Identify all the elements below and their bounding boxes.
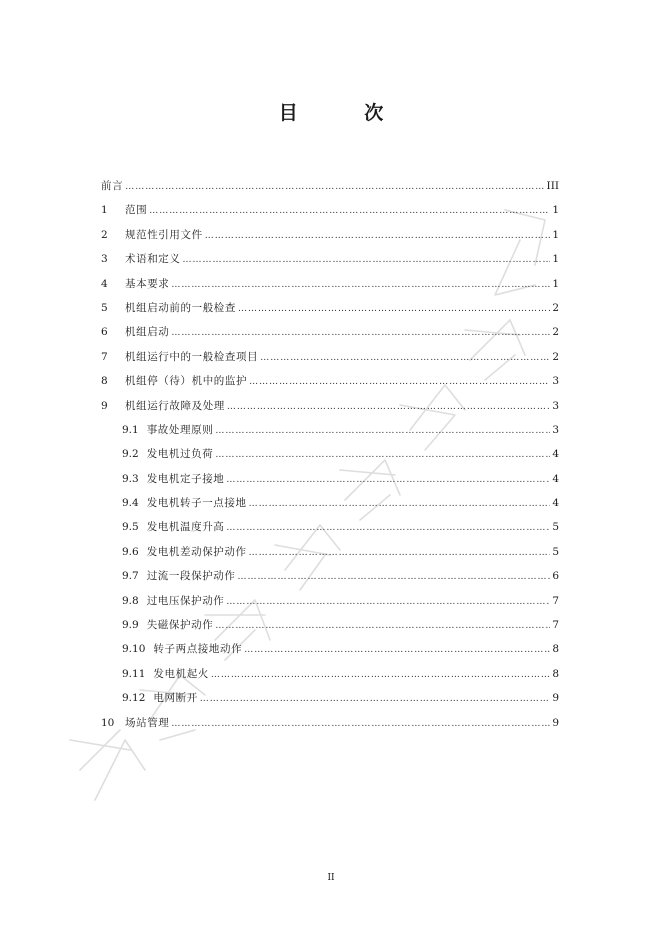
toc-entry[interactable] [101,613,559,637]
toc-leader-dots [171,321,550,345]
toc-leader-dots [249,541,551,565]
toc-leader-dots [215,419,550,443]
toc-entry[interactable] [101,418,559,442]
toc-entry-number: 9.9 [122,619,139,632]
toc-leader-dots [171,712,550,736]
toc-entry-label: 发电机差动保护动作 [146,545,247,558]
toc-entry-number: 9.3 [122,472,139,485]
toc-entry-page: 1 [552,204,559,217]
toc-entry-label: 转子两点接地动作 [153,643,243,656]
toc-entry-label: 机组运行中的一般检查项目 [125,350,259,363]
toc-entry-page: III [546,180,559,192]
toc-entry-page: 3 [552,399,559,412]
toc-entry-number: 6 [101,326,108,339]
toc-entry-number: 9.4 [122,497,139,510]
toc-leader-dots [183,248,551,272]
toc-entry-page: 9 [552,692,559,705]
toc-leader-dots [244,638,550,662]
toc-entry-page: 5 [552,545,559,558]
toc-entry-label: 规范性引用文件 [125,228,203,241]
page-number: II [327,873,335,883]
toc-entry-page: 3 [552,375,559,388]
toc-leader-dots [260,346,550,370]
toc-entry-page: 2 [552,350,559,363]
toc-entry-number: 9.5 [122,521,139,534]
toc-entry-number: 7 [101,350,108,363]
toc-leader-dots [211,663,550,687]
toc-entry-number: 9 [101,399,108,412]
toc-entry-label: 发电机温度升高 [146,521,225,534]
toc-entry-label: 电网断开 [153,692,198,705]
toc-entry-label: 基本要求 [125,277,170,290]
toc-entry-page: 3 [552,423,559,436]
toc-leader-dots [238,297,550,321]
toc-entry-page: 2 [552,301,559,314]
page-title: 目 次 [278,102,414,124]
toc-entry-page: 1 [552,228,559,241]
toc-entry-page: 7 [552,594,559,607]
toc-entry[interactable] [101,272,559,296]
toc-entry-page: 6 [552,570,559,583]
toc-leader-dots [149,199,550,223]
toc-entry[interactable] [101,442,559,466]
toc-entry-page: 1 [552,253,559,266]
toc-entry[interactable] [101,540,559,564]
toc-entry-number: 5 [101,301,108,314]
toc-entry-label: 范围 [125,204,148,217]
toc-entry-number: 9.11 [122,667,146,680]
toc-entry-label: 机组运行故障及处理 [125,399,225,412]
toc-entry-number: 9.7 [122,570,139,583]
toc-entry[interactable] [101,589,559,613]
toc-leader-dots [249,492,551,516]
toc-entry-label: 机组启动 [125,326,170,339]
toc-entry-number: 2 [101,228,108,241]
toc-entry[interactable] [101,369,559,393]
toc-leader-dots [125,175,544,199]
toc-entry[interactable] [101,637,559,661]
toc-leader-dots [226,516,550,540]
toc-entry-page: 2 [552,326,559,339]
toc-entry-label: 失磁保护动作 [146,619,214,632]
toc-entry[interactable] [101,247,559,271]
toc-entry-number: 10 [101,716,115,729]
toc-entry-label: 术语和定义 [125,253,181,266]
toc-entry-label: 发电机定子接地 [146,472,225,485]
toc-entry-page: 4 [552,497,559,510]
toc-entry-label: 过电压保护动作 [146,594,225,607]
toc-entry-page: 4 [552,472,559,485]
toc-entry[interactable] [101,198,559,222]
toc-entry-page: 1 [552,277,559,290]
toc-entry[interactable] [101,296,559,320]
toc-entry[interactable] [101,467,559,491]
toc-entry-label: 发电机起火 [153,667,209,680]
toc-leader-dots [227,395,550,419]
toc-entry-label: 前言 [101,180,124,192]
toc-entry[interactable] [101,394,559,418]
toc-entry-number: 9.1 [122,423,139,436]
toc-entry-number: 9.8 [122,594,139,607]
toc-entry-label: 过流一段保护动作 [146,570,236,583]
toc-entry-label: 机组启动前的一般检查 [125,301,236,314]
toc-entry-label: 事故处理原则 [146,423,214,436]
toc-entry-number: 9.2 [122,448,139,461]
toc-leader-dots [215,443,550,467]
toc-entry-page: 8 [552,643,559,656]
toc-leader-dots [226,590,550,614]
toc-entry[interactable] [101,686,559,710]
toc-entry[interactable] [101,345,559,369]
toc-entry-number: 9.6 [122,545,139,558]
toc-entry-page: 5 [552,521,559,534]
toc-entry-number: 9.10 [122,643,146,656]
toc-entry-page: 9 [552,716,559,729]
toc-leader-dots [200,687,551,711]
toc-entry-number: 4 [101,277,108,290]
toc-entry-label: 发电机过负荷 [146,448,214,461]
toc-entry-number: 9.12 [122,692,146,705]
toc-leader-dots [249,370,550,394]
toc-entry-label: 机组停（待）机中的监护 [125,375,248,388]
toc-entry[interactable] [101,564,559,588]
toc-entry-page: 7 [552,619,559,632]
toc-entry[interactable] [101,662,559,686]
toc-entry-number: 3 [101,253,108,266]
toc-entry-label: 发电机转子一点接地 [146,497,247,510]
toc-entry-page: 8 [552,667,559,680]
toc-entry-label: 场站管理 [125,716,170,729]
table-of-contents [101,174,559,735]
toc-entry[interactable] [101,711,559,735]
toc-leader-dots [215,614,550,638]
toc-leader-dots [226,468,550,492]
toc-leader-dots [238,565,551,589]
toc-entry[interactable] [101,515,559,539]
toc-leader-dots [205,224,551,248]
toc-entry[interactable] [101,320,559,344]
toc-entry-page: 4 [552,448,559,461]
toc-entry-number: 8 [101,375,108,388]
toc-leader-dots [171,273,550,297]
toc-entry-number: 1 [101,204,108,217]
toc-entry[interactable] [101,491,559,515]
toc-entry[interactable] [101,223,559,247]
toc-entry[interactable] [101,174,559,198]
